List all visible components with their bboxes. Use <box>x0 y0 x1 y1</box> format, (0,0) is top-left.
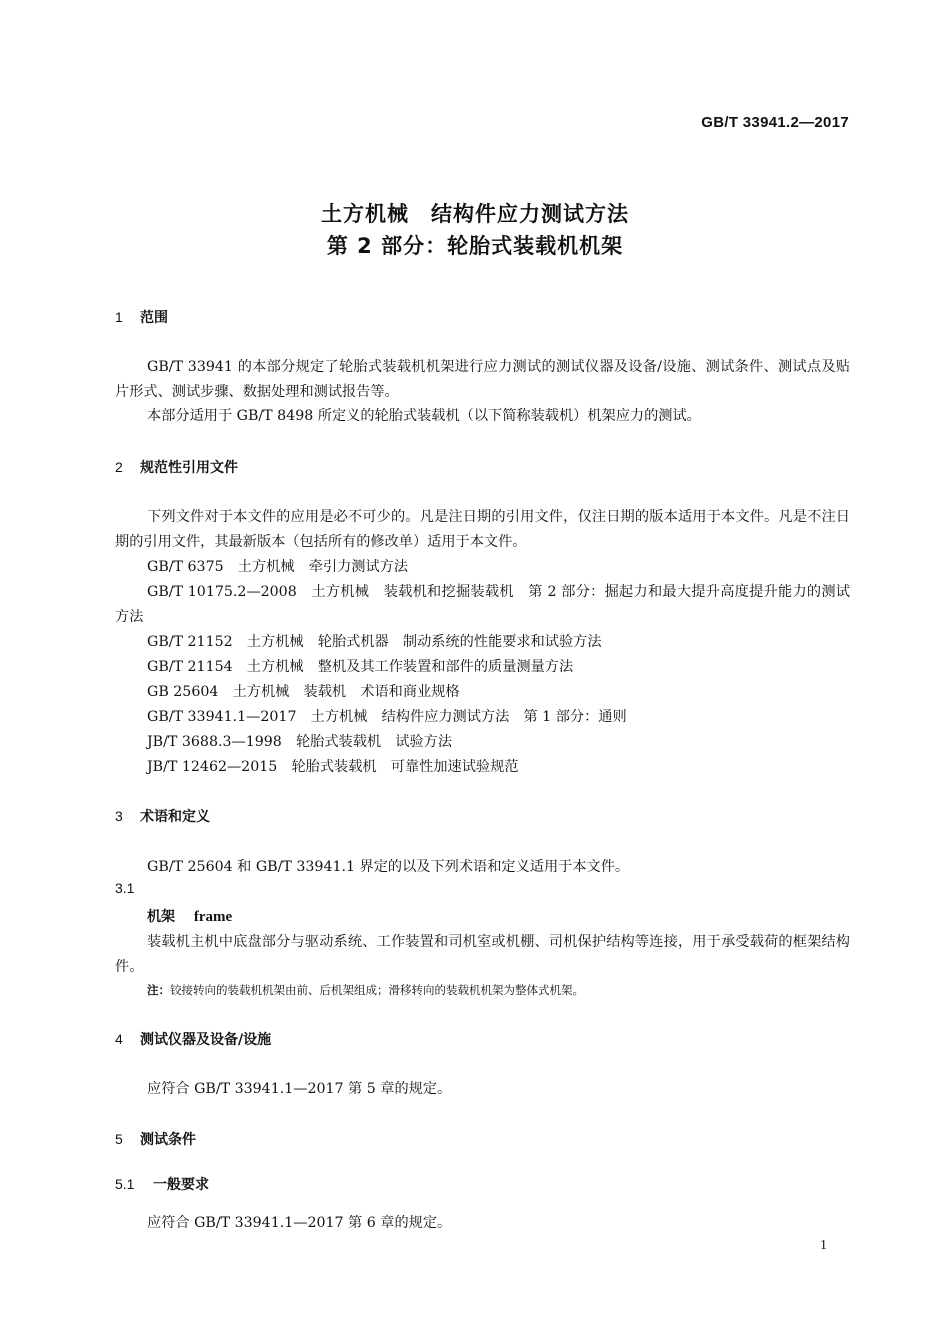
note-text: 铰接转向的装载机机架由前、后机架组成；滑移转向的装载机机架为整体式机架。 <box>170 983 584 997</box>
title-line-1: 土方机械 结构件应力测试方法 <box>321 202 629 226</box>
section-4-heading <box>115 1029 271 1049</box>
section-5-1-text: 应符合 GB/T 33941.1—2017 第 6 章的规定。 <box>147 1215 452 1231</box>
section-number: 3 <box>115 808 123 824</box>
section-title: 测试仪器及设备/设施 <box>140 1032 272 1048</box>
subsection-title: 一般要求 <box>153 1177 209 1193</box>
subsection-5-1-heading <box>115 1174 209 1194</box>
reference-item: GB/T 21152 土方机械 轮胎式机器 制动系统的性能要求和试验方法 <box>147 634 602 650</box>
section-4-text: 应符合 GB/T 33941.1—2017 第 5 章的规定。 <box>147 1081 452 1097</box>
section-5-heading <box>115 1129 196 1149</box>
term-entry <box>147 906 232 926</box>
term-english: frame <box>193 909 233 925</box>
section-1-paragraph-1: GB/T 33941 的本部分规定了轮胎式装载机机架进行应力测试的测试仪器及设备/设施、测试条件、测试点及贴片形式、测试步骤、数据处理和测试报告等。 <box>115 359 850 400</box>
subsection-number: 3.1 <box>115 880 135 896</box>
reference-item: JB/T 12462—2015 轮胎式装载机 可靠性加速试验规范 <box>147 759 519 775</box>
title-line-2: 第 2 部分：轮胎式装载机机架 <box>326 234 624 258</box>
term-chinese: 机架 <box>147 909 175 925</box>
term-definition: 装载机主机中底盘部分与驱动系统、工作装置和司机室或机棚、司机保护结构等连接，用于承受载荷的框架结构件。 <box>115 934 850 975</box>
section-number: 4 <box>115 1031 123 1047</box>
reference-item: GB/T 6375 土方机械 牵引力测试方法 <box>147 559 409 575</box>
section-2-heading <box>115 457 238 477</box>
section-number: 2 <box>115 459 123 475</box>
page-number: 1 <box>820 1238 827 1253</box>
reference-item: GB/T 10175.2—2008 土方机械 装载机和挖掘装载机 第 2 部分：掘起力和最大提升高度提升能力的测试方法 <box>115 584 850 625</box>
reference-item: GB/T 33941.1—2017 土方机械 结构件应力测试方法 第 1 部分：通则 <box>147 709 627 725</box>
section-3-intro: GB/T 25604 和 GB/T 33941.1 界定的以及下列术语和定义适用于本文件。 <box>147 859 630 875</box>
section-number: 5 <box>115 1131 123 1147</box>
section-title: 范围 <box>140 310 168 326</box>
section-number: 1 <box>115 309 123 325</box>
standard-code: GB/T 33941.2—2017 <box>701 114 849 131</box>
section-3-heading <box>115 806 210 826</box>
note-label: 注： <box>147 983 170 997</box>
reference-item: JB/T 3688.3—1998 轮胎式装载机 试验方法 <box>147 734 453 750</box>
section-1-heading <box>115 307 168 327</box>
subsection-number: 5.1 <box>115 1176 135 1192</box>
reference-item: GB 25604 土方机械 装载机 术语和商业规格 <box>147 684 460 700</box>
section-1-paragraph-2: 本部分适用于 GB/T 8498 所定义的轮胎式装载机（以下简称装载机）机架应力的测试。 <box>147 408 701 424</box>
section-2-intro: 下列文件对于本文件的应用是必不可少的。凡是注日期的引用文件，仅注日期的版本适用于本文件。凡是不注日期的引用文件，其最新版本（包括所有的修改单）适用于本文件。 <box>115 509 850 550</box>
section-title: 术语和定义 <box>140 809 210 825</box>
section-title: 测试条件 <box>140 1132 196 1148</box>
section-title: 规范性引用文件 <box>140 460 238 476</box>
reference-item: GB/T 21154 土方机械 整机及其工作装置和部件的质量测量方法 <box>147 659 574 675</box>
note <box>147 982 584 998</box>
